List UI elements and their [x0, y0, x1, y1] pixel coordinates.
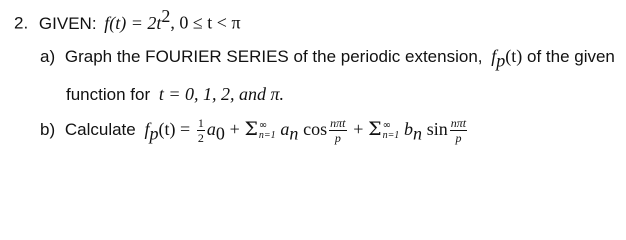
- sin-function: sin: [426, 118, 448, 139]
- part-a-text-1-end: of the given: [526, 47, 615, 66]
- part-a-line-2: [66, 84, 284, 105]
- bn-subscript: n: [413, 123, 423, 144]
- cos-argument-fraction: [329, 117, 346, 144]
- bn-symbol: b: [404, 118, 414, 139]
- sum-upper-2: ∞: [382, 119, 391, 131]
- part-a-text-1: Graph the FOURIER SERIES of the periodic extension,: [64, 47, 483, 66]
- half-numerator: 1: [197, 116, 204, 130]
- sum-symbol-1: Σ: [244, 117, 258, 140]
- part-a-fp: f: [491, 46, 497, 66]
- part-b-lhs-arg: (t) =: [158, 118, 191, 139]
- part-b-line: [40, 117, 469, 144]
- sin-arg-denominator: p: [455, 131, 462, 145]
- sin-argument-fraction: [450, 117, 467, 144]
- given-domain: , 0 ≤ t < π: [170, 12, 241, 33]
- cos-arg-denominator: p: [334, 131, 341, 145]
- an-subscript: n: [289, 123, 299, 144]
- plus-sign-2: +: [353, 118, 364, 139]
- given-line: [14, 6, 241, 34]
- sum-limits-2: [383, 121, 400, 141]
- part-a-line-1: [40, 46, 615, 71]
- part-a-text-2: function for: [66, 85, 151, 104]
- part-b-text: Calculate: [64, 119, 136, 139]
- a0-symbol: a: [206, 118, 216, 139]
- part-a-values: t = 0, 1, 2, and π.: [158, 84, 285, 104]
- half-denominator: 2: [197, 131, 204, 145]
- part-a-label: a): [40, 47, 56, 66]
- part-a-fp-sub: p: [496, 50, 506, 71]
- given-function: f(t) = 2t: [104, 12, 162, 33]
- part-b-fp-sub: p: [149, 123, 159, 144]
- half-fraction: [197, 117, 205, 144]
- given-exponent: 2: [161, 6, 171, 26]
- sum-symbol-2: Σ: [368, 117, 382, 140]
- cos-function: cos: [303, 118, 328, 139]
- cos-arg-numerator: nπt: [330, 116, 346, 130]
- sin-arg-numerator: nπt: [450, 116, 467, 130]
- part-b-fp: f: [144, 118, 150, 139]
- sum-limits-1: [259, 121, 276, 141]
- an-symbol: a: [280, 118, 290, 139]
- sum-lower-2: n=1: [382, 129, 400, 141]
- a0-subscript: 0: [215, 123, 225, 144]
- sum-upper-1: ∞: [258, 119, 268, 131]
- problem-number: 2.: [14, 13, 29, 33]
- given-label: GIVEN:: [38, 13, 97, 33]
- plus-sign-1: +: [229, 118, 240, 139]
- sum-lower-1: n=1: [258, 129, 276, 141]
- part-b-label: b): [40, 119, 56, 139]
- part-a-fp-arg: (t): [505, 46, 523, 66]
